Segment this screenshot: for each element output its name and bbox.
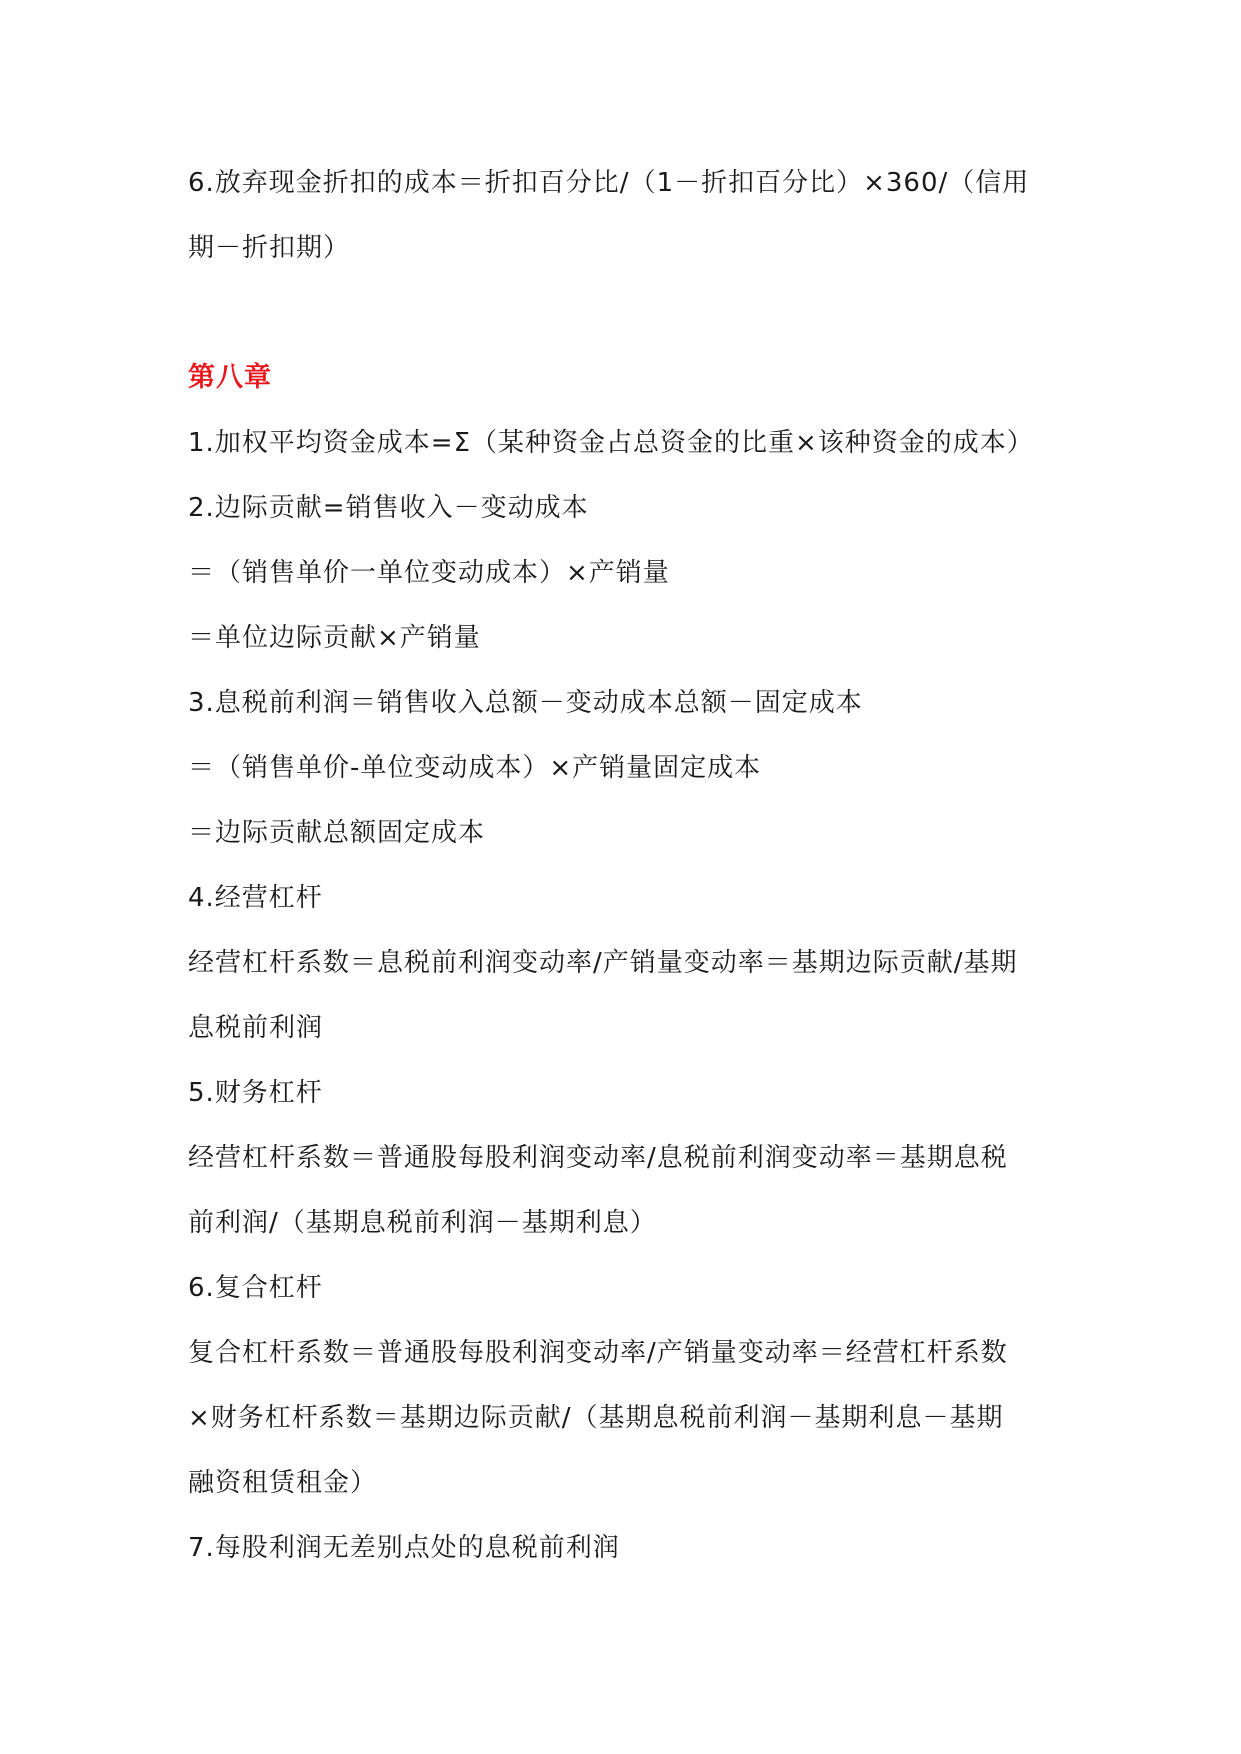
text-line: 6.放弃现金折扣的成本＝折扣百分比/（1－折扣百分比）×360/（信用: [188, 168, 1030, 198]
chapter-heading: 第八章: [188, 362, 272, 393]
text-line: 息税前利润: [188, 1013, 324, 1043]
text-line: ＝边际贡献总额固定成本: [188, 818, 486, 848]
text-line: 5.财务杠杆: [188, 1078, 323, 1108]
text-line: ＝（销售单价-单位变动成本）×产销量固定成本: [188, 753, 762, 783]
text-line: 融资租赁租金）: [188, 1468, 378, 1498]
text-line: 经营杠杆系数＝息税前利润变动率/产销量变动率＝基期边际贡献/基期: [188, 948, 1018, 978]
text-line: 4.经营杠杆: [188, 883, 323, 913]
text-line: 3.息税前利润＝销售收入总额－变动成本总额－固定成本: [188, 688, 863, 718]
text-line: 7.每股利润无差别点处的息税前利润: [188, 1533, 620, 1563]
text-line: 2.边际贡献=销售收入－变动成本: [188, 493, 589, 523]
text-line: 经营杠杆系数＝普通股每股利润变动率/息税前利润变动率＝基期息税: [188, 1143, 1008, 1173]
text-line: ×财务杠杆系数＝基期边际贡献/（基期息税前利润－基期利息－基期: [188, 1403, 1004, 1433]
text-line: 6.复合杠杆: [188, 1273, 323, 1303]
text-line: 前利润/（基期息税前利润－基期利息）: [188, 1208, 657, 1238]
text-line: 复合杠杆系数＝普通股每股利润变动率/产销量变动率＝经营杠杆系数: [188, 1338, 1008, 1368]
text-line: ＝单位边际贡献×产销量: [188, 623, 481, 653]
text-line: 期－折扣期）: [188, 233, 351, 263]
text-line: 1.加权平均资金成本=Σ（某种资金占总资金的比重×该种资金的成本）: [188, 428, 1034, 458]
text-line: ＝（销售单价一单位变动成本）×产销量: [188, 558, 670, 588]
